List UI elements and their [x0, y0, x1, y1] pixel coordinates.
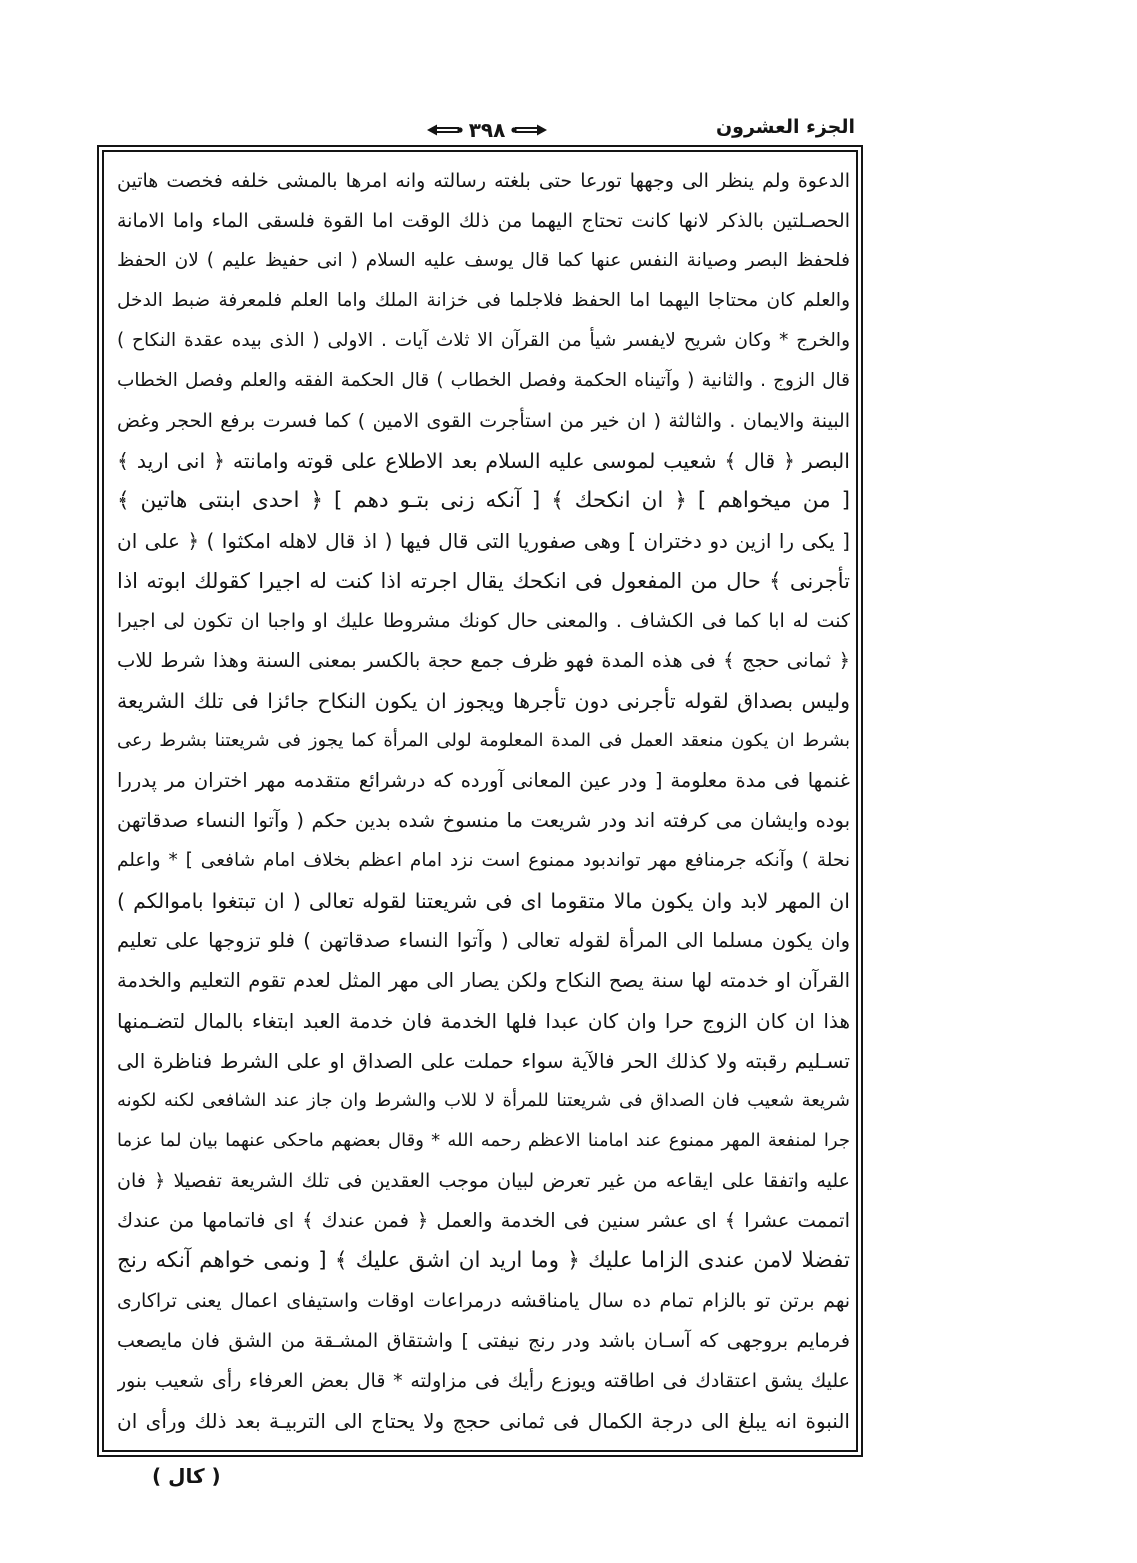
- text-line: نحلة ) وآنكه جرمنافع مهر تواندبود ممنوع است نزد امام اعظم بخلاف امام شافعى ] * واعلم: [117, 850, 850, 871]
- text-line: قال الزوج . والثانية ( وآتيناه الحكمة وفصل الخطاب ) قال الحكمة الفقه والعلم وفصل الخطاب: [117, 370, 850, 391]
- text-line: ﴿ ثمانى حجج ﴾ فى هذه المدة فهو ظرف جمع حجة بالكسر بمعنى السنة وهذا شرط للاب: [117, 649, 850, 672]
- text-line: فلحفظ البصر وصيانة النفس عنها كما قال يوسف عليه السلام ( انى حفيظ عليم ) لان الحفظ: [117, 250, 850, 271]
- text-line: تسـليم رقبته ولا كذلك الحر فالآية سواء حملت على الصداق او على الشرط فناظرة الى: [117, 1049, 850, 1073]
- text-line: بشرط ان يكون منعقد العمل فى المدة المعلومة لولى المرأة كما يجوز فى شريعتنا بشرط رعى: [117, 730, 850, 751]
- text-line: البينة والايمان . والثالثة ( ان خير من استأجرت القوى الامين ) كما فسرت برفع الحجر وغض: [117, 410, 850, 432]
- text-line: ان المهر لابد وان يكون مالا متقوما اى فى شريعتنا لقوله تعالى ( ان تبتغوا باموالكم ): [117, 889, 850, 913]
- text-line: وان يكون مسلما الى المرأة لقوله تعالى ( وآتوا النساء صدقاتهن ) فلو تزوجها على تعليم: [117, 929, 850, 952]
- text-line: [ من ميخواهم ] ﴿ ان انكحك ﴾ [ آنكه زنى بتـو دهم ] ﴿ احدى ابنتى هاتين ﴾: [117, 488, 850, 513]
- text-line: [ يكى را ازين دو دختران ] وهى صفوريا التى قال فيها ( اذ قال لاهله امكثوا ) ﴿ على ان: [117, 529, 850, 553]
- page-frame: [97, 145, 863, 1457]
- running-header-juz: الجزء العشرون: [715, 116, 855, 138]
- text-line: كنت له ابا كما فى الكشاف . والمعنى حال كونك مشروطا عليك او واجبا ان تكون لى اجيرا: [117, 610, 850, 632]
- text-line: فرمايم بروجهى كه آسـان باشد ودر رنج نيفتى ] واشتقاق المشـقة من الشق فان مايصعب: [117, 1330, 850, 1352]
- ornament-left-icon: [426, 123, 464, 137]
- text-line: والعلم كان محتاجا اليهما اما الحفظ فلاجلما فى خزانة الملك واما العلم فلمعرفة ضبط الدخل: [117, 290, 850, 311]
- catchword: ( كال ): [152, 1464, 221, 1488]
- ornament-right-icon: [510, 123, 548, 137]
- text-line: النبوة انه يبلغ الى درجة الكمال فى ثمانى حجج ولا يحتاج الى التربيـة بعد ذلك ورأى ان: [117, 1409, 850, 1433]
- text-line: شريعة شعيب فان الصداق فى شريعتنا للمرأة لا للاب والشرط وان جاز عند الشافعى لكنه لكونه: [117, 1090, 850, 1111]
- text-line: هذا ان كان الزوج حرا وان كان عبدا فلها الخدمة فان خدمة العبد ابتغاء بالمال لتضـمنها: [117, 1009, 850, 1033]
- text-line: تأجرنى ﴾ حال من المفعول فى انكحك يقال اجرته اذا كنت له اجيرا كقولك ابوته اذا: [117, 569, 850, 593]
- text-line: تفضلا لامن عندى الزاما عليك ﴿ وما اريد ان اشق عليك ﴾ [ ونمى خواهم آنكه رنج: [117, 1248, 850, 1273]
- text-line: اتممت عشرا ﴾ اى عشر سنين فى الخدمة والعمل ﴿ فمن عندك ﴾ اى فاتمامها من عندك: [117, 1209, 850, 1232]
- text-line: والخرج * وكان شريح لايفسر شيأ من القرآن الا ثلاث آيات . الاولى ( الذى بيده عقدة النكاح ): [117, 330, 850, 351]
- text-line: نهم برتن تو بالزام تمام ده سال يامناقشه درمراعات اوقات واستيفاى اعمال يعنى تراكارى: [117, 1290, 850, 1312]
- text-line: الحصـلتين بالذكر لانها كانت تحتاج اليهما من ذلك الوقت اما القوة فلسقى الماء واما الامانة: [117, 210, 850, 232]
- page-number: ٣٩٨: [468, 118, 506, 142]
- text-body: [117, 162, 850, 1440]
- text-line: عليه واتفقا على ايقاعه من غير تعرض لبيان موجب العقدين فى تلك الشريعة تفصيلا ﴿ فان: [117, 1170, 850, 1192]
- text-line: غنمها فى مدة معلومة [ ودر عين المعانى آورده كه درشرائع متقدمه مهر اختران مر پدررا: [117, 769, 850, 792]
- text-line: البصر ﴿ قال ﴾ شعيب لموسى عليه السلام بعد الاطلاع على قوته وامانته ﴿ انى اريد ﴾: [117, 449, 850, 473]
- text-line: جرا لمنفعة المهر ممنوع عند امامنا الاعظم رحمه الله * وقال بعضهم ماحكى عنهما بيان لما عزما: [117, 1130, 850, 1151]
- text-line: عليك يشق اعتقادك فى اطاقته ويوزع رأيك فى مزاولته * قال بعض العرفاء رأى شعيب بنور: [117, 1370, 850, 1392]
- page-number-block: [424, 116, 550, 144]
- text-line: القرآن او خدمته لها سنة يصح النكاح ولكن يصار الى مهر المثل لعدم تقوم التعليم والخدمة: [117, 969, 850, 992]
- text-line: الدعوة ولم ينظر الى وجهها تورعا حتى بلغته رسالته وانه امرها بالمشى خلفه فخصت هاتين: [117, 170, 850, 192]
- text-line: بوده وايشان مى كرفته اند ودر شريعت ما منسوخ شده بدين حكم ( وآتوا النساء صدقاتهن: [117, 809, 850, 832]
- text-line: وليس بصداق لقوله تأجرنى دون تأجرها ويجوز ان يكون النكاح جائزا فى تلك الشريعة: [117, 689, 850, 713]
